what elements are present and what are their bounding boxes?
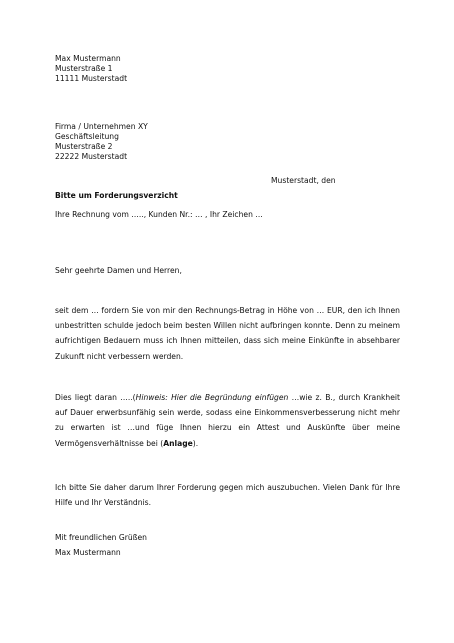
reason-text-end: ). bbox=[192, 438, 199, 448]
recipient-street: Musterstraße 2 bbox=[55, 142, 113, 151]
salutation: Sehr geehrte Damen und Herren, bbox=[55, 266, 182, 275]
paragraph-intro: seit dem … fordern Sie von mir den Rechnungs-Betrag in Höhe von … EUR, den ich Ihnen unbestritten schulde jedoch beim besten Willen nicht aufbringen konnte. Denn zu meinem aufrichtigen Bedauern muss ich Ihnen mitteilen, dass sich meine Einkünfte in absehbarer Zukunft nicht verbessern werden. bbox=[55, 306, 400, 361]
attachment-label: Anlage bbox=[163, 438, 193, 448]
signature-name: Max Mustermann bbox=[55, 548, 121, 557]
recipient-company: Firma / Unternehmen XY bbox=[55, 122, 148, 131]
reference-line: Ihre Rechnung vom ….., Kunden Nr.: … , Ihr Zeichen … bbox=[55, 210, 263, 219]
paragraph-reason bbox=[55, 390, 400, 451]
reason-text-middle: …wie z. B., durch Krankheit auf Dauer erwerbsunfähig sein werde, sodass eine Einkommensverbesserung nicht mehr zu erwarten ist …und füge Ihnen hierzu ein Attest und Auskünfte über meine Vermögensverhältnisse bei ( bbox=[55, 393, 400, 448]
recipient-city: 22222 Musterstadt bbox=[55, 152, 128, 161]
hint-text: Hinweis: Hier die Begründung einfügen bbox=[135, 393, 289, 402]
reason-text-start: Dies liegt daran …..( bbox=[55, 393, 136, 402]
recipient-department: Geschäftsleitung bbox=[55, 132, 119, 141]
closing: Mit freundlichen Grüßen bbox=[55, 533, 147, 542]
sender-name: Max Mustermann bbox=[55, 54, 121, 63]
place-date: Musterstadt, den bbox=[271, 176, 336, 185]
paragraph-request: Ich bitte Sie daher darum Ihrer Forderung gegen mich auszubuchen. Vielen Dank für Ihre Hilfe und Ihr Verständnis. bbox=[55, 483, 400, 508]
sender-city: 11111 Musterstadt bbox=[55, 74, 128, 83]
subject-line: Bitte um Forderungsverzicht bbox=[55, 191, 178, 200]
sender-street: Musterstraße 1 bbox=[55, 64, 113, 73]
